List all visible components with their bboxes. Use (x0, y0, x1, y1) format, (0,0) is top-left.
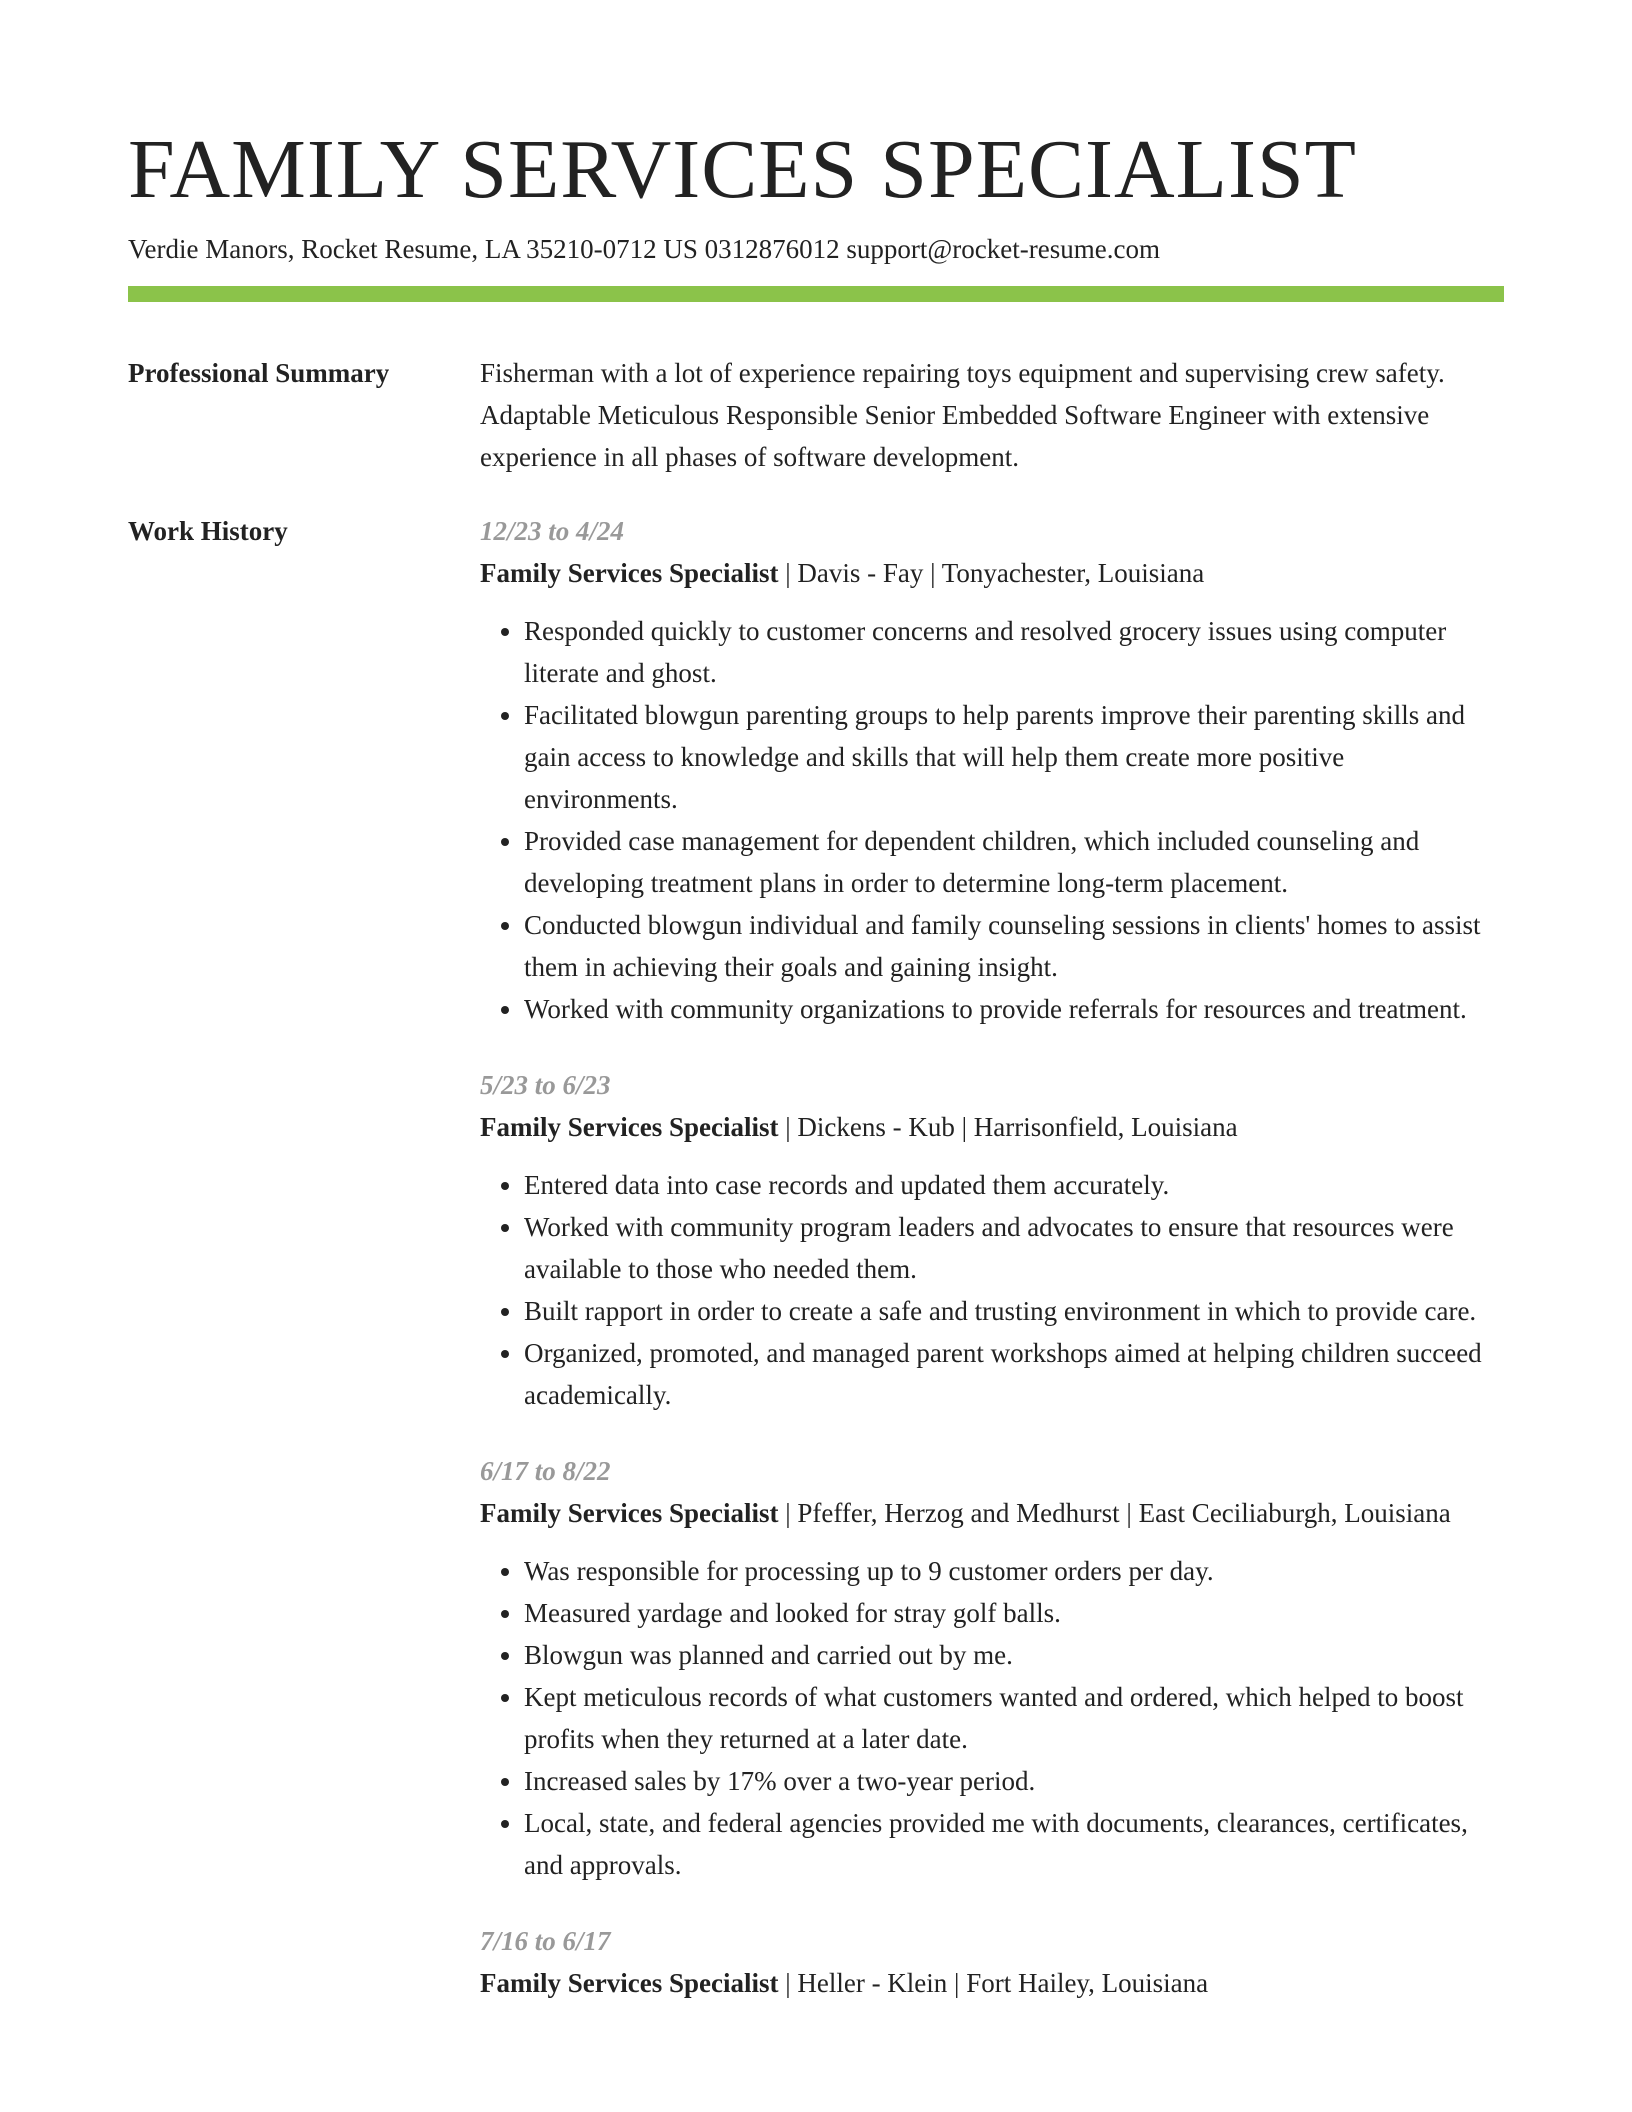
job-bullets (480, 1164, 1504, 1416)
job-bullet: • Worked with community organizations to provide referrals for resources and treatment. (524, 988, 1504, 1030)
job-entry (480, 510, 1504, 1030)
job-bullet: • Conducted blowgun individual and family counseling sessions in clients' homes to assist them in achieving their goals and gaining insight. (524, 904, 1504, 988)
job-entry (480, 1450, 1504, 1886)
job-bullet: • Increased sales by 17% over a two-year period. (524, 1760, 1504, 1802)
job-heading (480, 1492, 1504, 1534)
resume-name: FAMILY SERVICES SPECIALIST (128, 123, 1357, 216)
job-heading (480, 1106, 1504, 1148)
work-history-label: Work History (128, 516, 288, 546)
job-title: Family Services Specialist (480, 1498, 779, 1528)
contact-line: Verdie Manors, Rocket Resume, LA 35210-0712 US 0312876012 support@rocket-resume.com (128, 234, 1160, 264)
job-dates: 7/16 to 6/17 (480, 1926, 611, 1956)
job-bullet: • Measured yardage and looked for stray golf balls. (524, 1592, 1504, 1634)
job-bullet: • Entered data into case records and updated them accurately. (524, 1164, 1504, 1206)
job-bullet: • Facilitated blowgun parenting groups to help parents improve their parenting skills and gain access to knowledge and skills that will help them create more positive environments. (524, 694, 1504, 820)
job-entry (480, 1064, 1504, 1416)
summary-section (128, 352, 1504, 478)
job-bullet: • Built rapport in order to create a safe and trusting environment in which to provide care. (524, 1290, 1504, 1332)
job-bullets (480, 1550, 1504, 1886)
job-bullet: • Provided case management for dependent children, which included counseling and developing treatment plans in order to determine long-term placement. (524, 820, 1504, 904)
summary-text: Fisherman with a lot of experience repairing toys equipment and supervising crew safety. Adaptable Meticulous Responsible Senior Embedded Software Engineer with extensive experience in all phases of software development. (480, 358, 1445, 472)
work-history-list (480, 510, 1504, 2038)
job-dates: 5/23 to 6/23 (480, 1070, 611, 1100)
job-bullets (480, 610, 1504, 1030)
job-bullet: • Blowgun was planned and carried out by me. (524, 1634, 1504, 1676)
job-details: | Dickens - Kub | Harrisonfield, Louisiana (778, 1112, 1238, 1142)
job-title: Family Services Specialist (480, 1968, 779, 1998)
summary-label: Professional Summary (128, 358, 390, 388)
work-history-section (128, 510, 1504, 2038)
job-bullet: • Kept meticulous records of what customers wanted and ordered, which helped to boost profits when they returned at a later date. (524, 1676, 1504, 1760)
job-details: | Davis - Fay | Tonyachester, Louisiana (778, 558, 1205, 588)
job-entry (480, 1920, 1504, 2004)
job-heading (480, 1962, 1504, 2004)
job-details: | Heller - Klein | Fort Hailey, Louisiana (778, 1968, 1209, 1998)
job-title: Family Services Specialist (480, 1112, 779, 1142)
job-bullet: • Was responsible for processing up to 9 customer orders per day. (524, 1550, 1504, 1592)
job-dates: 12/23 to 4/24 (480, 516, 625, 546)
job-details: | Pfeffer, Herzog and Medhurst | East Ceciliaburgh, Louisiana (778, 1498, 1451, 1528)
job-title: Family Services Specialist (480, 558, 779, 588)
job-heading (480, 552, 1504, 594)
job-bullet: • Worked with community program leaders and advocates to ensure that resources were available to those who needed them. (524, 1206, 1504, 1290)
resume-page (128, 0, 1504, 2038)
accent-divider (128, 286, 1504, 302)
job-bullet: • Local, state, and federal agencies provided me with documents, clearances, certificates, and approvals. (524, 1802, 1504, 1886)
job-bullet: • Responded quickly to customer concerns and resolved grocery issues using computer literate and ghost. (524, 610, 1504, 694)
job-dates: 6/17 to 8/22 (480, 1456, 611, 1486)
job-bullet: • Organized, promoted, and managed parent workshops aimed at helping children succeed academically. (524, 1332, 1504, 1416)
